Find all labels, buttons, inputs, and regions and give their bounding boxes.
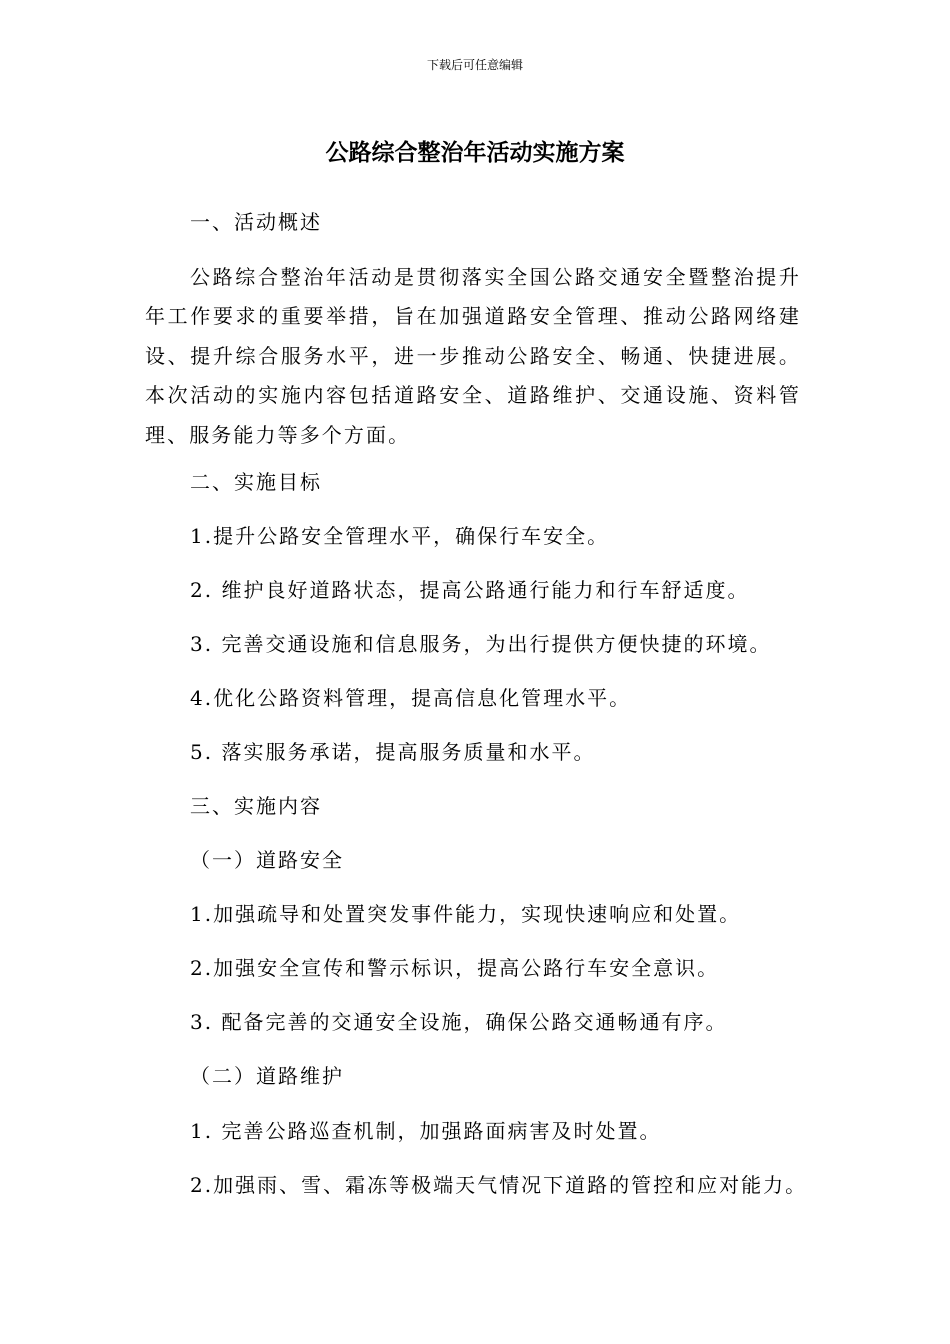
overview-paragraph: 公路综合整治年活动是贯彻落实全国公路交通安全暨整治提升年工作要求的重要举措，旨在加强道路安全管理、推动公路网络建设、提升综合服务水平，进一步推动公路安全、畅通、快捷进展。本次活动的实施内容包括道路安全、道路维护、交通设施、资料管理、服务能力等多个方面。 xyxy=(145,265,801,447)
document-title: 公路综合整治年活动实施方案 xyxy=(325,140,625,166)
section-heading-content: 三、实施内容 xyxy=(190,794,322,818)
header-note: 下载后可任意编辑 xyxy=(426,58,523,72)
road-safety-item-2: 2.加强安全宣传和警示标识，提高公路行车安全意识。 xyxy=(190,956,720,980)
subsection-heading-road-maintenance: （二）道路维护 xyxy=(190,1064,344,1088)
goal-item-4: 4.优化公路资料管理，提高信息化管理水平。 xyxy=(190,686,632,710)
goal-item-5: 5. 落实服务承诺，提高服务质量和水平。 xyxy=(190,740,596,764)
road-maintenance-item-2: 2.加强雨、雪、霜冻等极端天气情况下道路的管控和应对能力。 xyxy=(190,1173,808,1197)
section-heading-overview: 一、活动概述 xyxy=(190,210,322,234)
goal-item-3: 3. 完善交通设施和信息服务，为出行提供方便快捷的环境。 xyxy=(190,632,772,656)
road-safety-item-3: 3. 配备完善的交通安全设施，确保公路交通畅通有序。 xyxy=(190,1010,728,1034)
section-heading-goals: 二、实施目标 xyxy=(190,470,322,494)
goal-item-1: 1.提升公路安全管理水平，确保行车安全。 xyxy=(190,524,610,548)
road-safety-item-1: 1.加强疏导和处置突发事件能力，实现快速响应和处置。 xyxy=(190,902,742,926)
goal-item-2: 2. 维护良好道路状态，提高公路通行能力和行车舒适度。 xyxy=(190,578,750,602)
road-maintenance-item-1: 1. 完善公路巡查机制，加强路面病害及时处置。 xyxy=(190,1119,662,1143)
subsection-heading-road-safety: （一）道路安全 xyxy=(190,848,344,872)
